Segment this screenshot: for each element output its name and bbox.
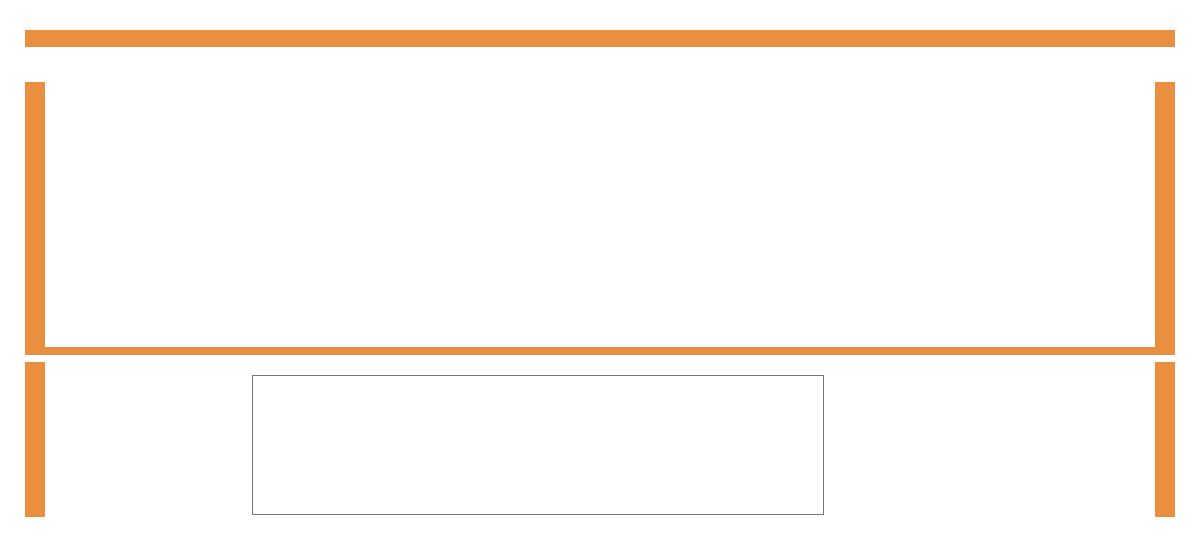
left-line-label-bottom <box>25 362 45 517</box>
divider-bar <box>25 347 1175 355</box>
reading-guide <box>256 378 566 379</box>
title-bar <box>25 30 1175 47</box>
right-line-label-top <box>1155 82 1175 347</box>
left-line-label-top <box>25 82 45 347</box>
right-line-label-bottom <box>1155 362 1175 517</box>
usage-notes <box>581 378 826 379</box>
notes-box <box>252 375 824 515</box>
